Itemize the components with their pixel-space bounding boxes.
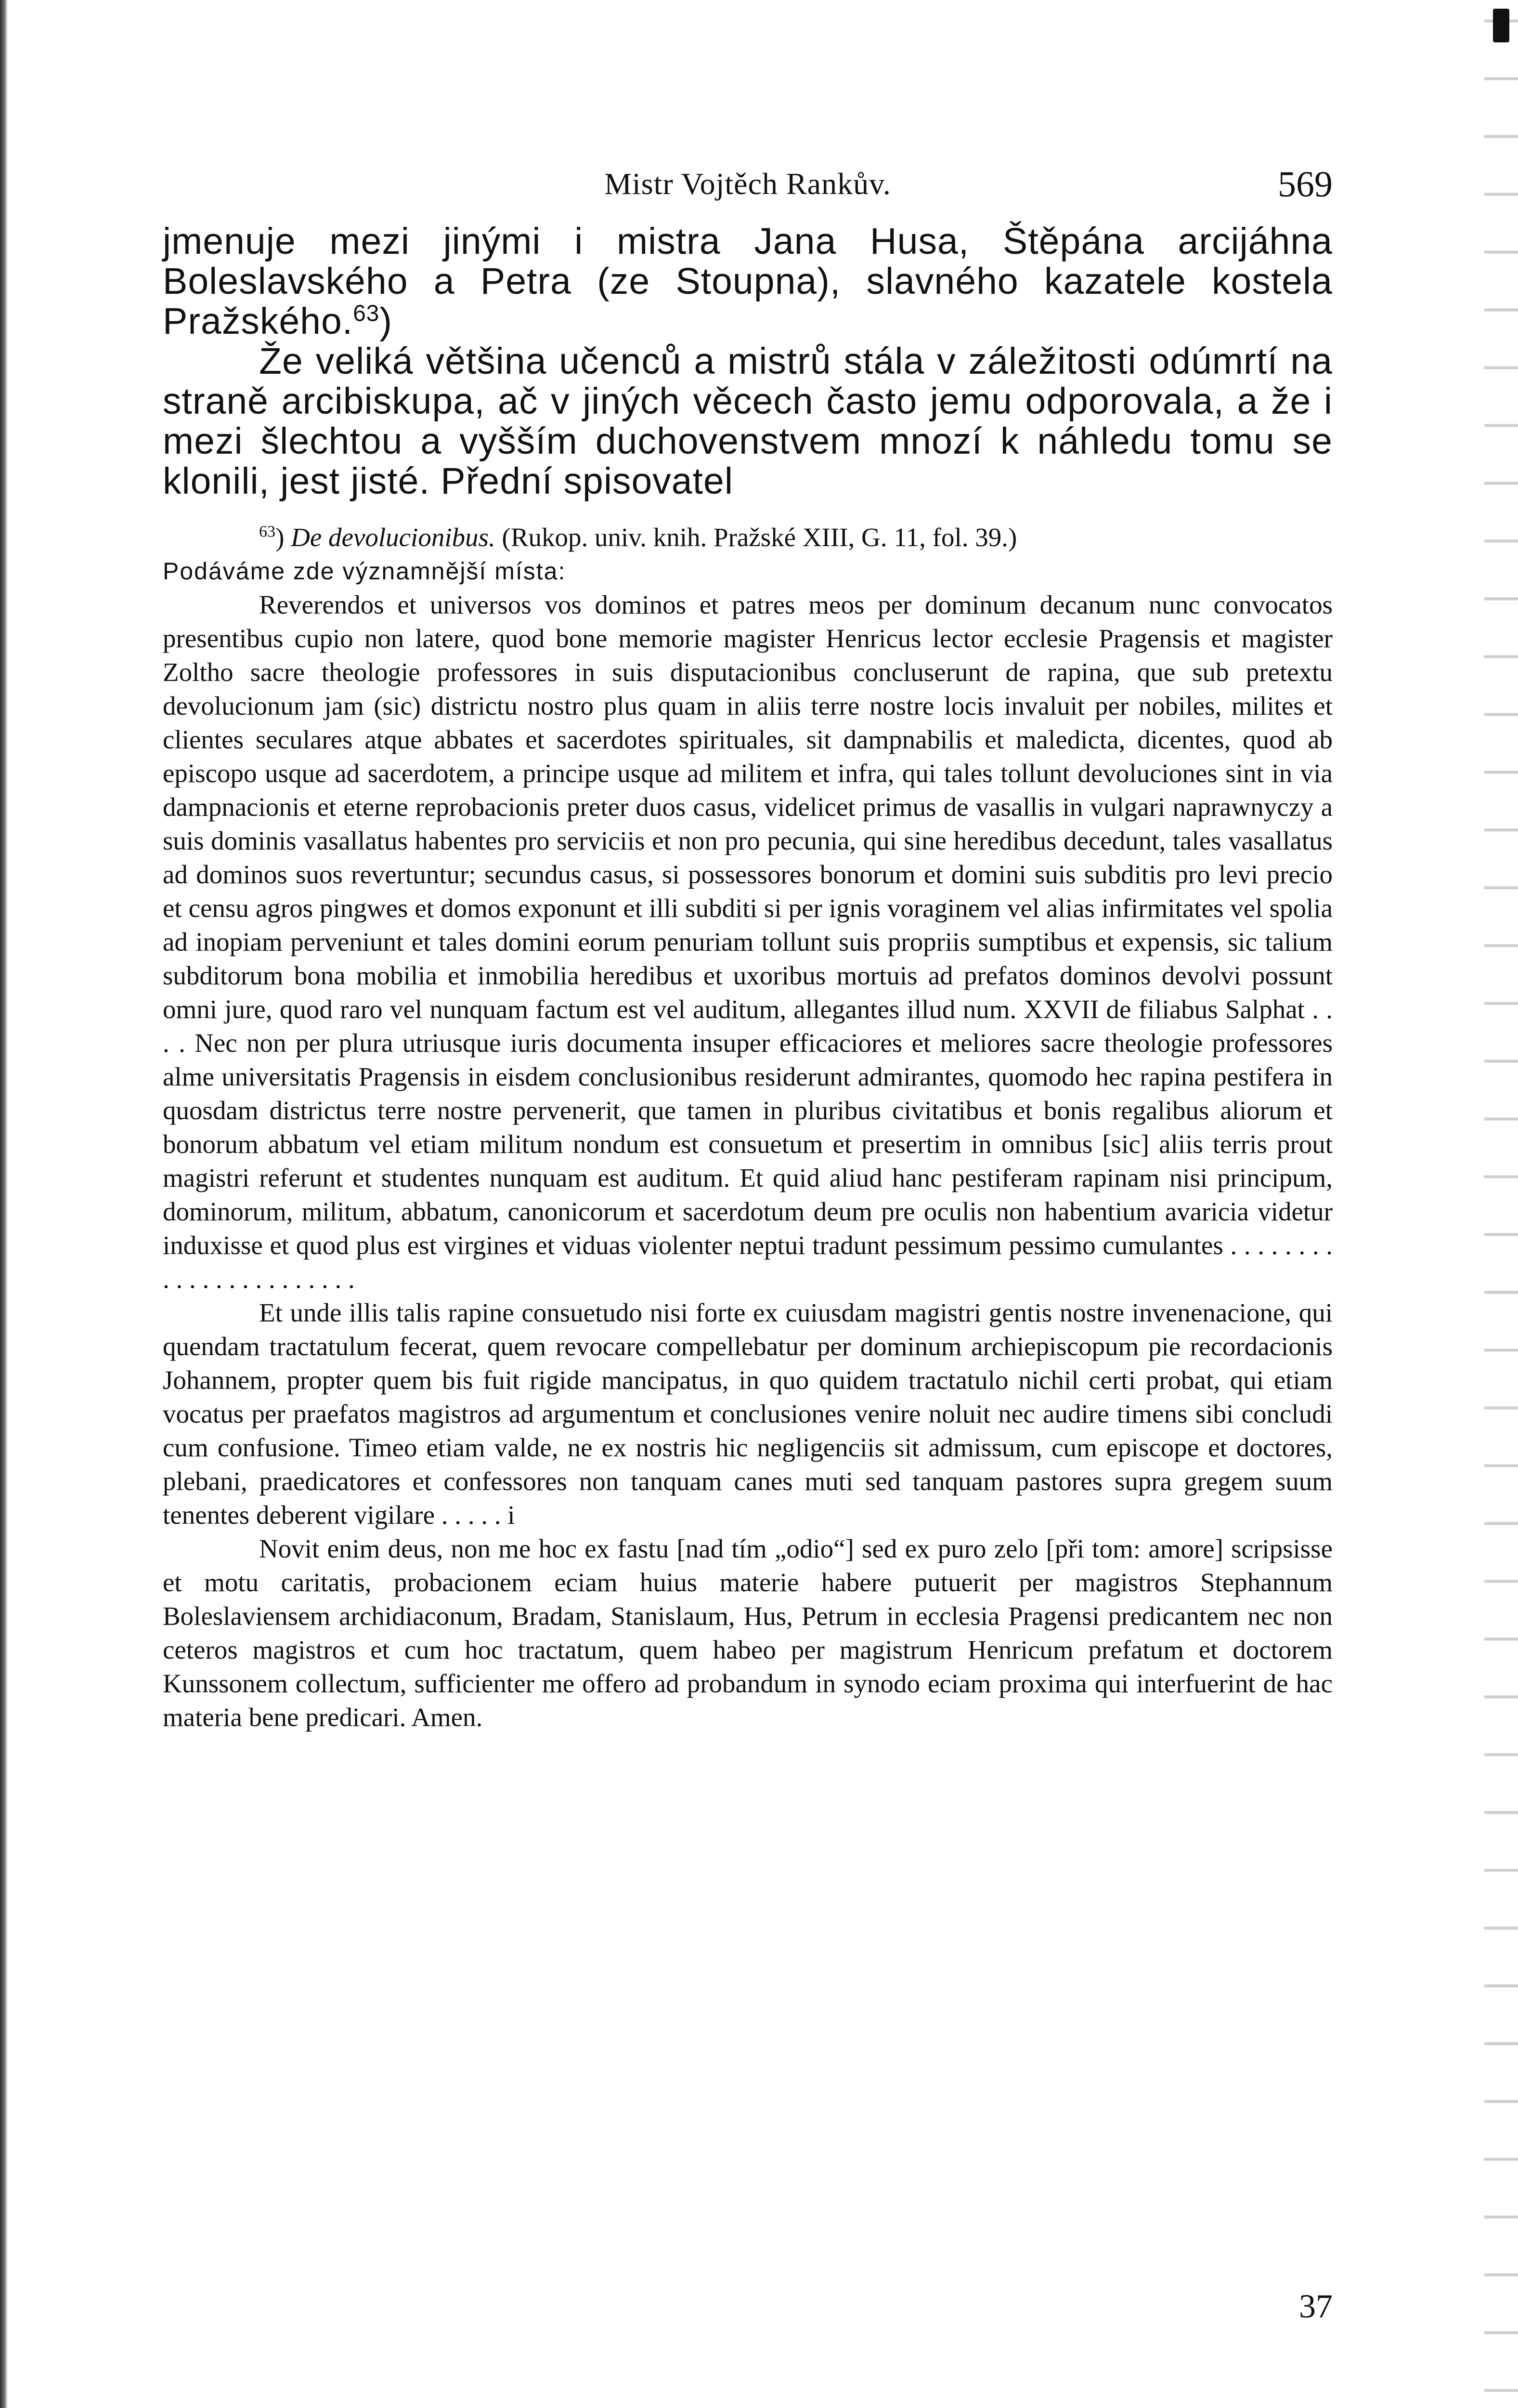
note-reference-close: ) (379, 301, 392, 342)
note-reference-63: 63 (353, 301, 380, 327)
scan-edge-left (0, 0, 8, 2408)
footnote-marker: 63 (259, 523, 276, 541)
scan-edge-right (1484, 0, 1518, 2408)
footnote-marker-close: ) (275, 523, 285, 552)
footnote-heading (163, 521, 1333, 554)
main-paragraph-1-text: jmenuje mezi jinými i mistra Jana Husa, Štěpána arcijáhna Boleslavského a Petra (ze Stoupna), slavného kazatele kostela Pražského. (163, 221, 1333, 342)
running-title: Mistr Vojtěch Rankův. (604, 167, 891, 201)
signature-mark: 37 (1299, 2288, 1333, 2325)
page-number: 569 (1278, 164, 1333, 205)
footnote-paragraph-2: Et unde illis talis rapine consuetudo nisi forte ex cuiusdam magistri gentis nostre invenenacione, qui quendam tractatulum fecerat, quem revocare compellebatur per dominum archiepiscopum pie recordacionis Johannem, propter quem bis fuit rigide mancipatus, in quo quidem tractatulo nichil certi probat, qui etiam vocatus per praefatos magistros ad argumentum et conclusiones venire noluit nec audire timens sibi concludi cum confusione. Timeo etiam valde, ne ex nostris hic negligenciis sit admissum, cum episcope et doctores, plebani, praedicatores et confessores non tanquam canes muti sed tanquam pastores supra gregem suum tenentes deberent vigilare . . . . . i (163, 1298, 1333, 1530)
footnote-source: (Rukop. univ. knih. Pražské XIII, G. 11, fol. 39.) (502, 523, 1017, 552)
footnote-paragraph-1: Reverendos et universos vos dominos et patres meos per dominum decanum nunc convocatos presentibus cupio non latere, quod bone memorie magister Henricus lector ecclesie Pragensis et magister Zoltho sacre theologie professores in suis disputacionibus concluserunt de rapina, que sub pretextu devolucionum jam (sic) districtu nostro plus quam in aliis terre nostre locis invaluit per nobiles, milites et clientes seculares atque abbates et sacerdotes spirituales, sit dampnabilis et maledicta, dicentes, quod ab episcopo usque ad sacerdotem, a principe usque ad militem et infra, qui tales tollunt devoluciones sint in via dampnacionis et eterne reprobacionis preter duos casus, videlicet primus de vasallis in vulgari naprawnyczy a suis dominis vasallatus habentes pro serviciis et non pro pecunia, qui sine heredibus decedunt, tales vasallatus ad dominos suos revertuntur; secundus casus, si possessores bonorum et domini suis subditis pro levi precio et censu agros pingwes et domos exponunt et illi subditi si per ignis voraginem vel alias infirmitates vel spolia ad inopiam perveniunt et tales domini eorum penuriam tollunt suis propriis sumptibus et expensis, sic talium subditorum bona mobilia et inmobilia heredibus et uxoribus mortuis ad prefatos dominos devolvi possunt omni jure, quod raro vel nunquam factum est vel auditum, allegantes illud num. XXVII de filiabus Salphat . . . . Nec non per plura utriusque iuris documenta insuper efficaciores et meliores sacre theologie professores alme universitatis Pragensis in eisdem conclusionibus residerunt admirantes, quomodo hec rapina pestifera in quosdam districtus terre nostre pervenerit, que tamen in pluribus civitatibus et bonis regalibus aliorum et bonorum abbatum vel etiam militum nondum est consuetum et presertim in omnibus [sic] aliis terris prout magistri referunt et studentes nunquam est auditum. Et quid aliud hanc pestiferam rapinam nisi principum, dominorum, militum, abbatum, canonicorum et sacerdotum deum pre oculis non habentium avaricia videtur induxisse et quod plus est virgines et viduas violenter neptui tradunt pessimum pessimo cumulantes . . . . . . . . . . . . . . . . . . . . . . . (163, 590, 1333, 1294)
main-paragraph-1 (163, 222, 1333, 341)
footnote-intro: Podáváme zde významnější místa: (163, 558, 566, 585)
main-text (163, 222, 1333, 501)
corner-mark (1493, 9, 1509, 42)
footnote-63 (163, 521, 1333, 1734)
footnote-title: De devolucionibus. (291, 523, 495, 552)
page-header (163, 144, 1333, 222)
page (163, 144, 1333, 1734)
footnote-paragraph-3: Novit enim deus, non me hoc ex fastu [nad tím „odio“] sed ex puro zelo [při tom: amore] scripsisse et motu caritatis, probacionem eciam huius materie habere putuerit per magistros Stephannum Boleslaviensem archidiaconum, Bradam, Stanislaum, Hus, Petrum in ecclesia Pragensi predicantem nec non ceteros magistros et cum hoc tractatum, quem habeo per magistrum Henricum prefatum et doctorem Kunssonem collectum, sufficienter me offero ad probandum in synodo eciam proxima qui interfuerint de hac materia bene predicari. Amen. (163, 1534, 1333, 1732)
main-paragraph-2: Že veliká většina učenců a mistrů stála v záležitosti odúmrtí na straně arcibiskupa, ač v jiných věcech často jemu odporovala, a že i mezi šlechtou a vyšším duchovenstvem mnozí k náhledu tomu se klonili, jest jisté. Přední spisovatel (163, 340, 1333, 502)
